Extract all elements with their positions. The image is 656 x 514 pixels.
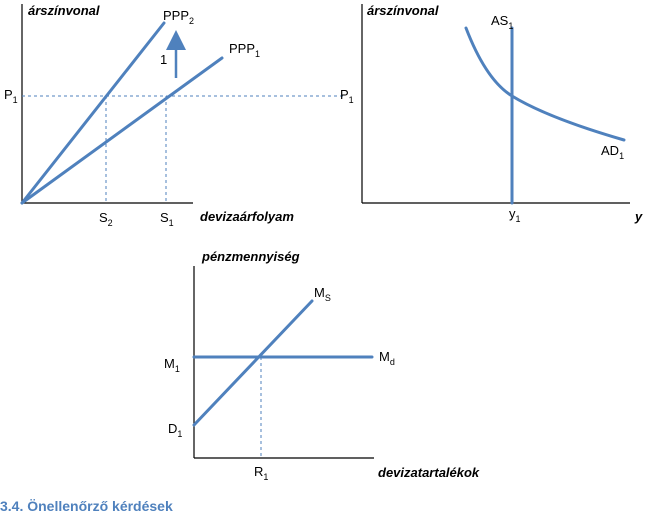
right-panel (340, 3, 643, 224)
s1-label: $S_1$ (160, 210, 174, 228)
right-y-axis-title: árszínvonal (367, 3, 439, 18)
bottom-x-axis-title: devizatartalékok (378, 465, 480, 480)
left-panel (4, 3, 345, 228)
section-caption: 3.4. Önellenőrző kérdések (0, 498, 173, 514)
ppp1-label: $PPP_1$ (229, 41, 261, 59)
left-p1-label: $P_1$ (4, 87, 18, 105)
ad1-curve (466, 28, 624, 140)
right-p1-label: $P_1$ (340, 87, 354, 105)
y1-label: $y_1$ (509, 206, 521, 224)
as1-label: $AS_1$ (491, 13, 514, 31)
md-label: $M_d$ (379, 349, 395, 367)
ms-line (194, 301, 312, 425)
right-x-axis-title: y (635, 209, 643, 224)
bottom-y-axis-title: pénzmennyiség (202, 249, 300, 264)
d1-label: $D_1$ (168, 421, 183, 439)
ppp1-line (22, 58, 222, 203)
ppp2-label: $PPP_2$ (163, 8, 195, 26)
m1-label: $M_1$ (164, 356, 180, 374)
ppp2-line (22, 23, 164, 203)
left-y-axis-title: árszínvonal (28, 3, 100, 18)
shift-arrow-label: 1 (160, 52, 168, 67)
left-x-axis-title: devizaárfolyam (200, 209, 294, 224)
r1-label: $R_1$ (254, 464, 269, 482)
s2-label: $S_2$ (99, 210, 113, 228)
ms-label: $M_S$ (314, 285, 331, 303)
bottom-panel (164, 249, 480, 482)
ad1-label: $AD_1$ (601, 143, 625, 161)
